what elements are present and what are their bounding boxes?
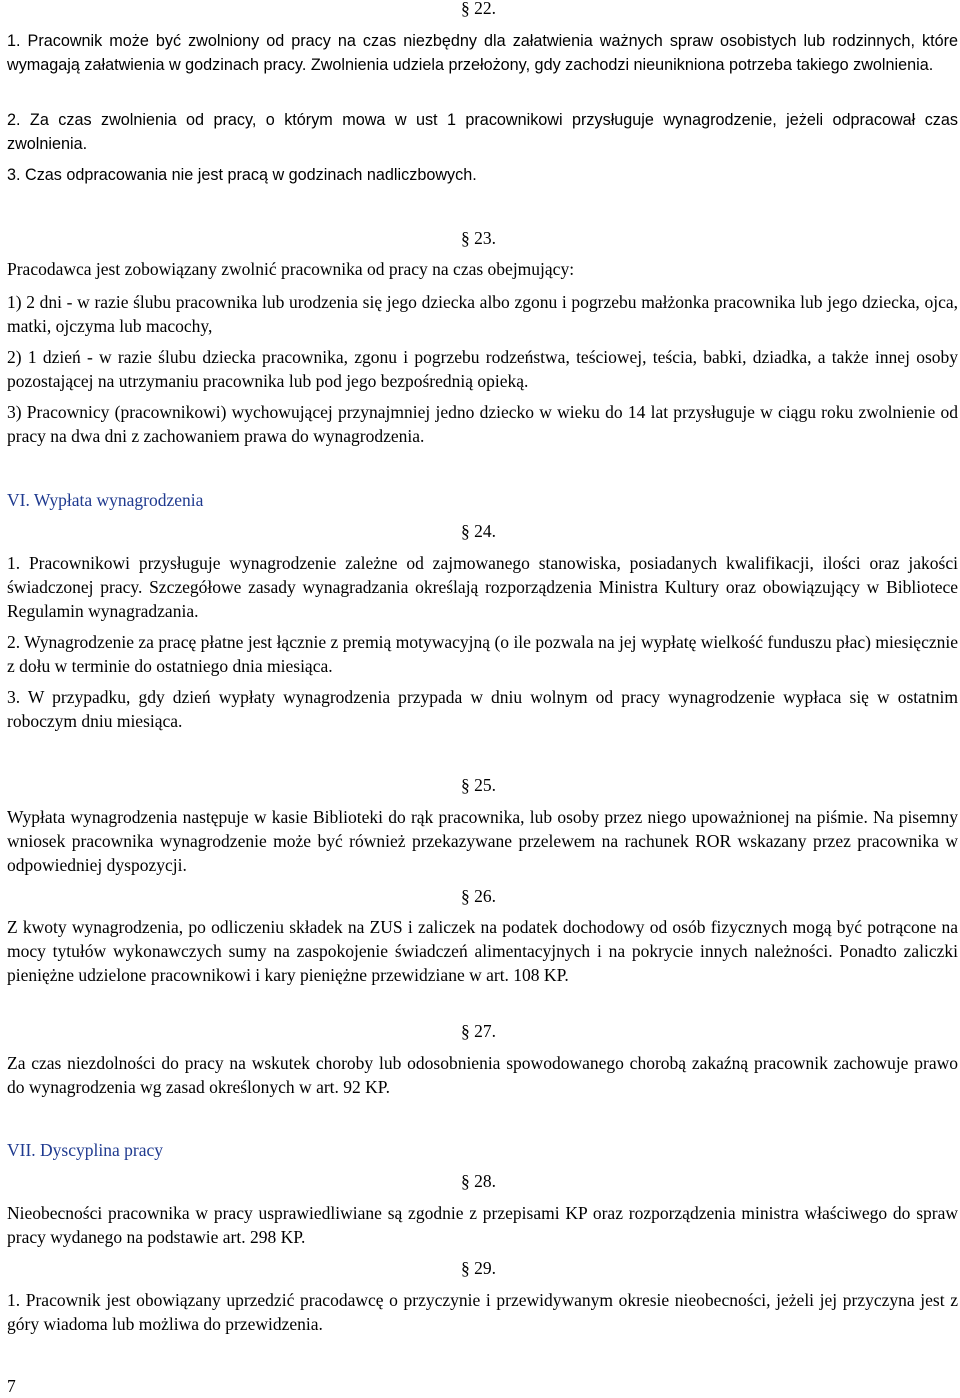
- section-28-text: Nieobecności pracownika w pracy usprawiedliwiane są zgodnie z przepisami KP oraz rozporządzenia ministra właściwego do spraw pracy wydanego na podstawie art. 298 KP.: [7, 1203, 958, 1247]
- section-23-item-1: 1) 2 dni - w razie ślubu pracownika lub urodzenia się jego dziecka albo zgonu i pogrzebu małżonka pracownika lub jego dziecka, ojca, matki, ojczyma lub macochy,: [7, 292, 958, 336]
- section-22-item-3: 3. Czas odpracowania nie jest pracą w godzinach nadliczbowych.: [7, 166, 477, 184]
- section-27-heading: § 27.: [461, 1021, 496, 1041]
- section-22-heading: § 22.: [461, 0, 496, 18]
- section-24-heading: § 24.: [461, 521, 496, 541]
- section-24-item-3: 3. W przypadku, gdy dzień wypłaty wynagrodzenia przypada w dniu wolnym od pracy wynagrodzenie wypłaca się w ostatnim roboczym dniu miesiąca.: [7, 687, 958, 731]
- section-25-heading: § 25.: [461, 775, 496, 795]
- section-22-item-1: 1. Pracownik może być zwolniony od pracy na czas niezbędny dla załatwienia ważnych spraw osobistych lub rodzinnych, które wymagają załatwienia w godzinach pracy. Zwolnienia udziela przełożony, gdy zachodzi nieuniknionа potrzeba takiego zwolnienia.: [7, 32, 958, 74]
- section-29-item-1: 1. Pracownik jest obowiązany uprzedzić pracodawcę o przyczynie i przewidywanym okresie nieobecności, jeżeli jej przyczyna jest z góry wiadoma lub możliwa do przewidzenia.: [7, 1290, 958, 1334]
- section-28-heading: § 28.: [461, 1171, 496, 1191]
- section-26-text: Z kwoty wynagrodzenia, po odliczeniu składek na ZUS i zaliczek na podatek dochodowy od osób fizycznych mogą być potrącone na mocy tytułów wykonawczych sumy na zaspokojenie świadczeń alimentacyjnych i na pokrycie innych należności. Ponadto zaliczki pieniężne udzielone pracownikowi i kary pieniężne przewidziane w art. 108 KP.: [7, 917, 958, 985]
- section-23-intro: Pracodawca jest zobowiązany zwolnić pracownika od pracy na czas obejmujący:: [7, 259, 575, 279]
- chapter-vi-heading: VI. Wypłata wynagrodzenia: [7, 490, 204, 510]
- section-23-item-3: 3) Pracownicy (pracownikowi) wychowującej przynajmniej jedno dziecko w wieku do 14 lat przysługuje w ciągu roku zwolnienie od pracy na dwa dni z zachowaniem prawa do wynagrodzenia.: [7, 402, 958, 446]
- page-number: 7: [7, 1376, 16, 1396]
- section-24-item-2: 2. Wynagrodzenie za pracę płatne jest łącznie z premią motywacyjną (o ile pozwala na jej wypłatę wielkość funduszu płac) miesięcznie z dołu w terminie do ostatniego dnia miesiąca.: [7, 632, 958, 676]
- section-23-heading: § 23.: [461, 228, 496, 248]
- section-29-heading: § 29.: [461, 1258, 496, 1278]
- section-24-item-1: 1. Pracownikowi przysługuje wynagrodzenie zależne od zajmowanego stanowiska, posiadanych kwalifikacji, ilości oraz jakości świadczonej pracy. Szczegółowe zasady wynagradzania określają rozporządzenia Ministra Kultury oraz obowiązujący w Bibliotece Regulamin wynagradzania.: [7, 553, 958, 621]
- chapter-vii-heading: VII. Dyscyplina pracy: [7, 1140, 163, 1160]
- section-27-text: Za czas niezdolności do pracy na wskutek choroby lub odosobnienia spowodowanego chorobą zakaźną pracownik zachowuje prawo do wynagrodzenia wg zasad określonych w art. 92 KP.: [7, 1053, 958, 1097]
- section-22-item-2: 2. Za czas zwolnienia od pracy, o którym mowa w ust 1 pracownikowi przysługuje wynagrodzenie, jeżeli odpracował czas zwolnienia.: [7, 111, 958, 153]
- section-23-item-2: 2) 1 dzień - w razie ślubu dziecka pracownika, zgonu i pogrzebu rodzeństwa, teściowej, teścia, babki, dziadka, a także innej osoby pozostającej na utrzymaniu pracownika lub pod jego bezpośrednią opieką.: [7, 347, 958, 391]
- section-26-heading: § 26.: [461, 886, 496, 906]
- section-25-text: Wypłata wynagrodzenia następuje w kasie Biblioteki do rąk pracownika, lub osoby przez niego upoważnionej na piśmie. Na pisemny wniosek pracownika wynagrodzenie może być również przekazywane przelewem na rachunek ROR wskazany przez pracownika w odpowiedniej dyspozycji.: [7, 807, 958, 875]
